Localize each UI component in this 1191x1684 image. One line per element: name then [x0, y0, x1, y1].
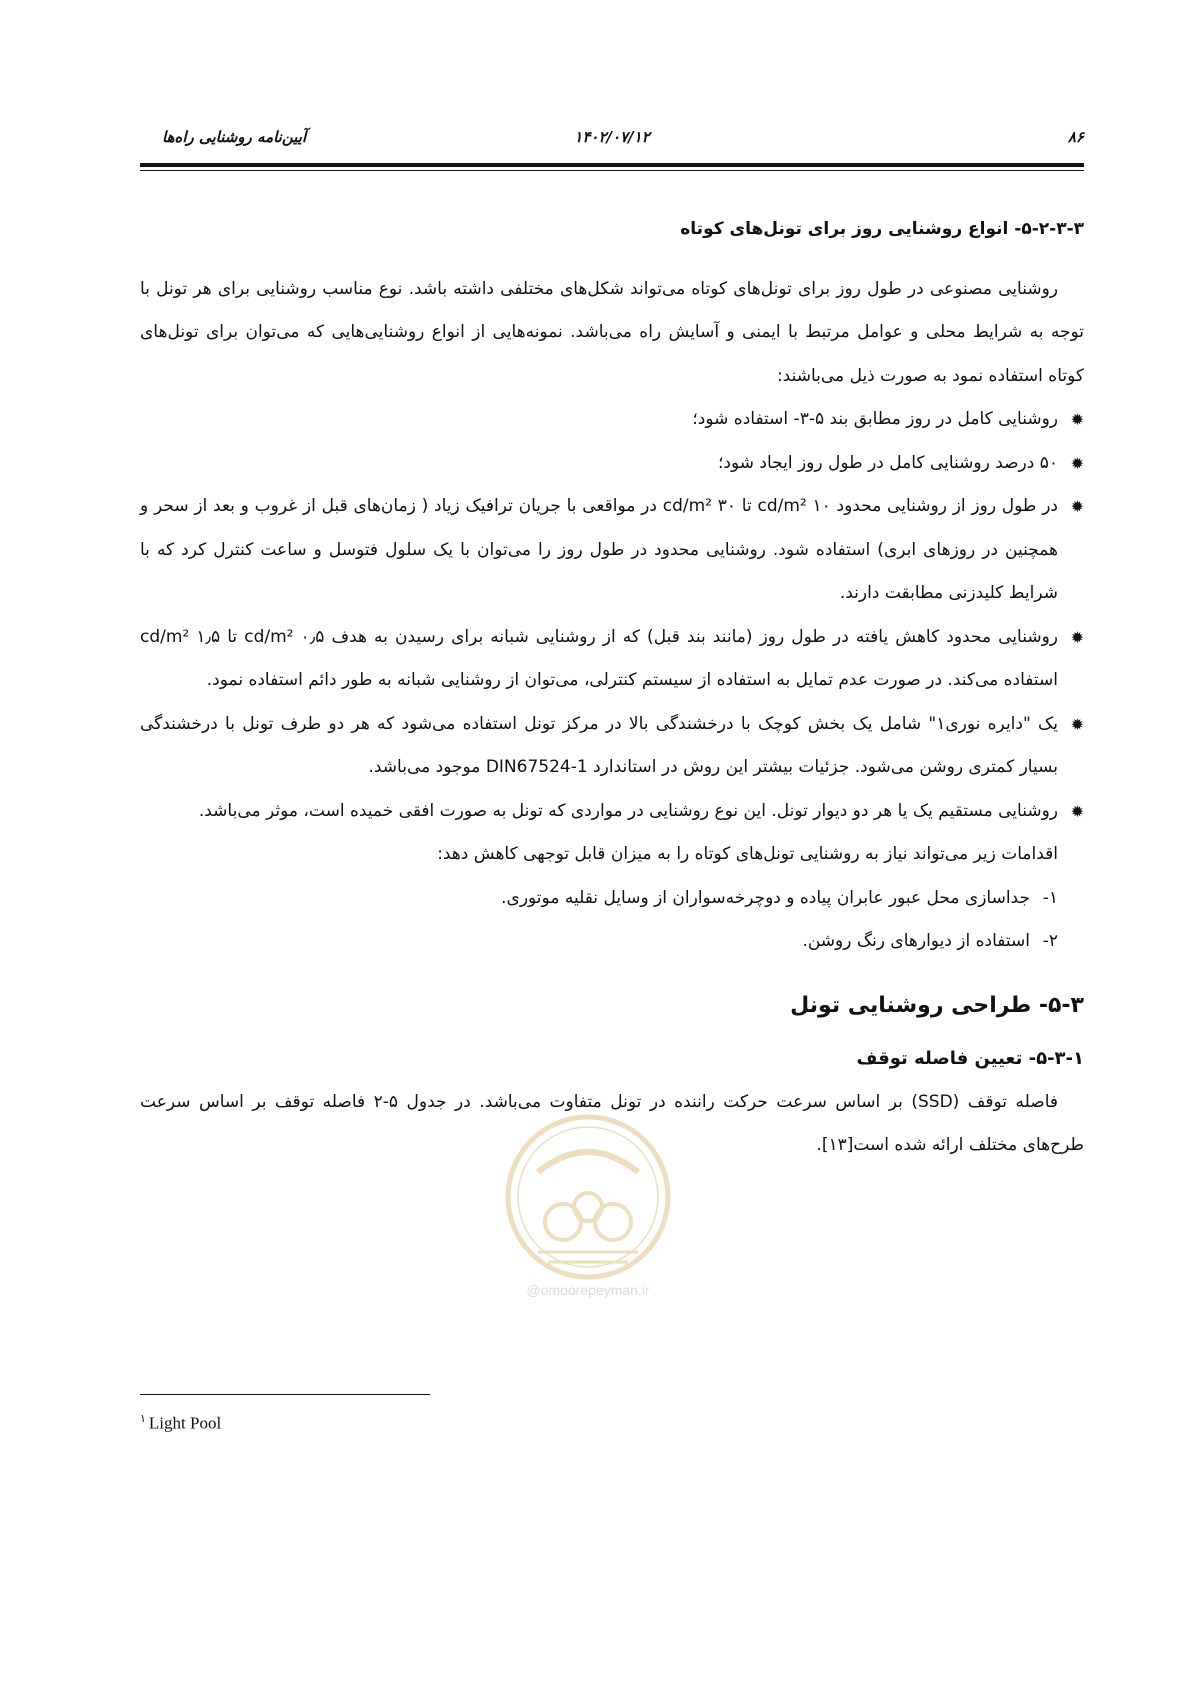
- list-item: ۲- استفاده از دیوارهای رنگ روشن.: [802, 931, 1058, 951]
- list-item: ✹ یک "دایره نوری۱" شامل یک بخش کوچک با درخشندگی بالا در مرکز تونل استفاده می‌شود که هر دو طرف تونل با درخشندگی بسیار کمتری روشن می‌شود. جزئیات بیشتر این روش در استاندارد DIN67524-1 موجود می‌باشد.: [140, 703, 1058, 790]
- footnote-mark: ۱: [140, 1413, 146, 1425]
- lighting-types-list: [140, 398, 1084, 833]
- page-number: ۸۶: [1067, 128, 1084, 146]
- page-body: [140, 208, 1084, 1168]
- page-header: [140, 128, 1084, 154]
- document-title: آیین‌نامه روشنایی راه‌ها: [162, 128, 307, 146]
- bullet-icon: ✹: [1070, 453, 1084, 473]
- design-heading: ۵-۳- طراحی روشنایی تونل: [790, 992, 1084, 1018]
- stopping-distance-heading: ۵-۳-۱- تعیین فاصله توقف: [856, 1048, 1084, 1069]
- list-item: ✹ ۵۰ درصد روشنایی کامل در طول روز ایجاد شود؛: [140, 442, 1058, 486]
- section-heading: ۵-۲-۳-۳- انواع روشنایی روز برای تونل‌های کوتاه: [680, 219, 1084, 239]
- list-item: ✹ روشنایی محدود کاهش یافته در طول روز (مانند بند قبل) که از روشنایی شبانه برای رسیدن به هدف ۰٫۵ cd/m² تا ۱٫۵ cd/m² استفاده می‌کند. در صورت عدم تمایل به استفاده از سیستم کنترلی، می‌توان از روشنایی شبانه به طور دائم استفاده نمود.: [140, 616, 1058, 703]
- footnote: [140, 1412, 221, 1434]
- header-rule-thin: [140, 170, 1084, 171]
- header-rule-thick: [140, 163, 1084, 167]
- measures-lead: اقدامات زیر می‌تواند نیاز به روشنایی تونل‌های کوتاه را به میزان قابل توجهی کاهش دهد:: [437, 844, 1058, 864]
- stopping-distance-paragraph: فاصله توقف (SSD) بر اساس سرعت حرکت راننده در تونل متفاوت می‌باشد. در جدول ۵-۲ فاصله توقف بر اساس سرعت طرح‌های مختلف ارائه شده است[۱۳].: [140, 1091, 1084, 1155]
- footnote-rule: [140, 1394, 430, 1395]
- bullet-icon: ✹: [1070, 410, 1084, 429]
- measures-list: [140, 877, 1084, 964]
- bullet-icon: ✹: [1070, 714, 1084, 734]
- intro-paragraph: روشنایی مصنوعی در طول روز برای تونل‌های کوتاه می‌تواند شکل‌های مختلفی داشته باشد. نوع مناسب روشنایی برای هر تونل با توجه به شرایط محلی و عوامل مرتبط با ایمنی و آسایش راه می‌باشد. نمونه‌هایی از انواع روشنایی‌هایی که می‌توان برای تونل‌های کوتاه استفاده نمود به صورت ذیل می‌باشند:: [140, 278, 1084, 386]
- list-item: ✹ روشنایی کامل در روز مطابق بند ۵-۳- استفاده شود؛: [140, 398, 1058, 442]
- watermark-url: @omoorepeyman.ir: [526, 1282, 650, 1298]
- list-item: ۱- جداسازی محل عبور عابران پیاده و دوچرخه‌سواران از وسایل نقلیه موتوری.: [501, 887, 1058, 908]
- bullet-icon: ✹: [1070, 497, 1084, 516]
- header-date: ۱۴۰۲/۰۷/۱۲: [574, 128, 650, 146]
- bullet-icon: ✹: [1070, 627, 1084, 647]
- list-item: ✹ روشنایی مستقیم یک یا هر دو دیوار تونل. این نوع روشنایی در مواردی که تونل به صورت افقی خمیده است، موثر می‌باشد.: [140, 790, 1058, 834]
- footnote-text: Light Pool: [148, 1413, 222, 1433]
- bullet-icon: ✹: [1070, 801, 1084, 821]
- list-item: ✹ در طول روز از روشنایی محدود ۱۰ cd/m² تا ۳۰ cd/m² در مواقعی با جریان ترافیک زیاد ( زمان‌های قبل از غروب و بعد از سحر و همچنین در روزهای ابری) استفاده شود. روشنایی محدود در طول روز را می‌توان با یک سلول فتوسل و ساعت کنترل کرد که با شرایط کلیدزنی مطابقت دارند.: [140, 485, 1058, 616]
